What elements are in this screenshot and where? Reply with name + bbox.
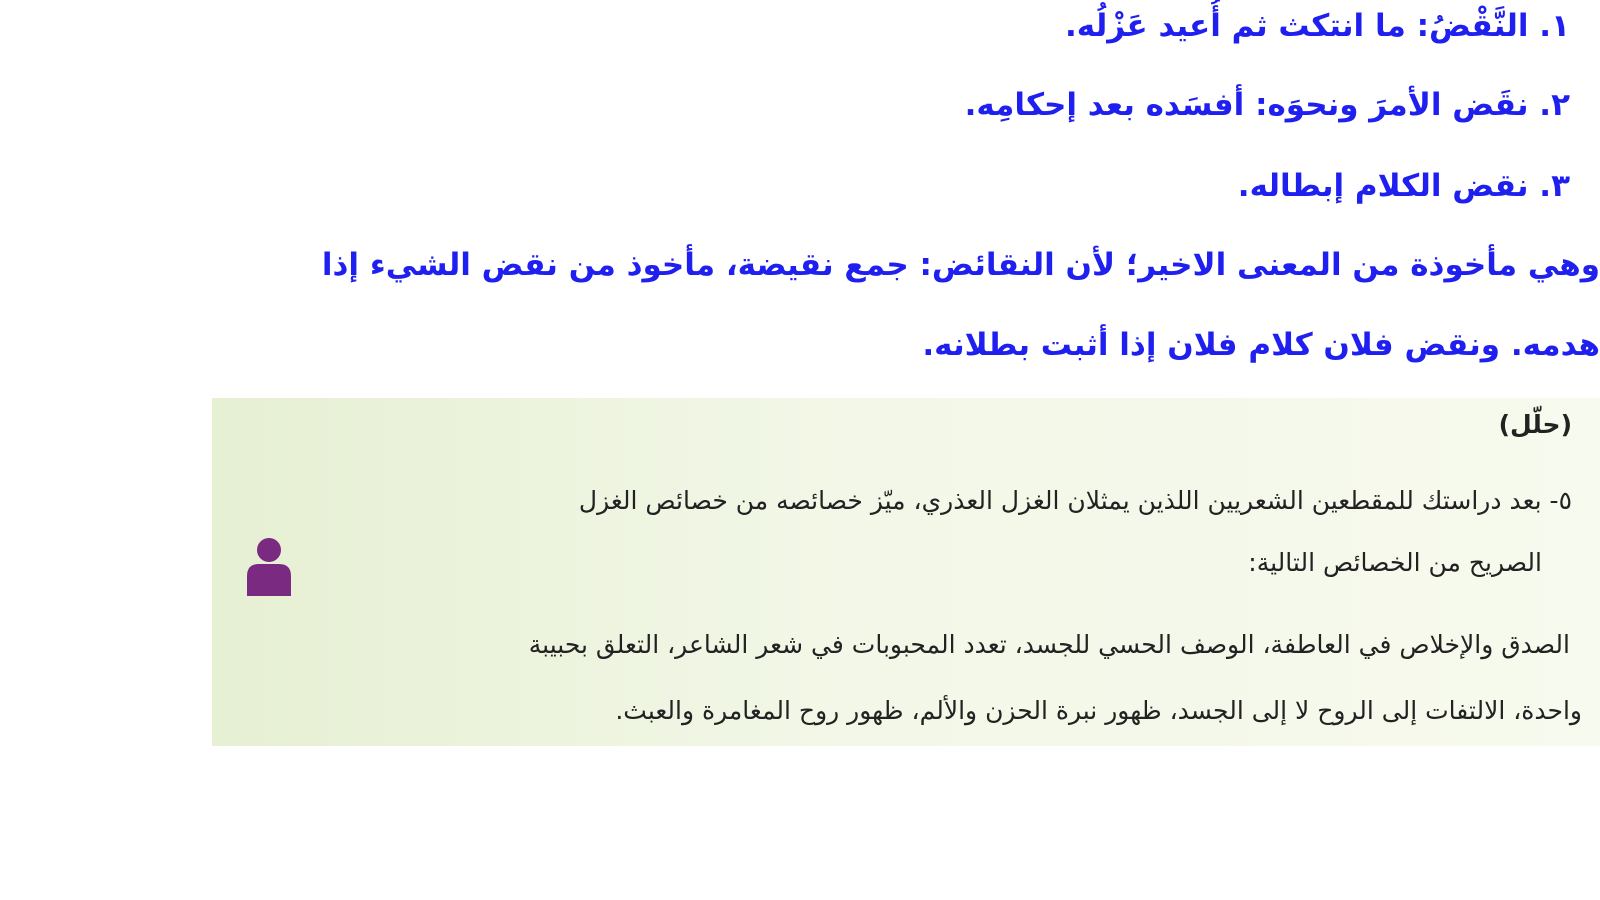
exercise-options-line-2: واحدة، الالتفات إلى الروح لا إلى الجسد، ظهور نبرة الحزن والألم، ظهور روح المغامرة والعبث. xyxy=(615,696,1582,725)
exercise-question-line-2: الصريح من الخصائص التالية: xyxy=(1248,548,1542,577)
exercise-heading: (حلّل) xyxy=(1498,410,1572,439)
person-icon xyxy=(244,536,294,596)
definition-line-2: ٢. نقَض الأمرَ ونحوَه: أفسَده بعد إحكامِه. xyxy=(964,87,1570,123)
definition-line-1: ١. النَّقْضُ: ما انتكث ثم أُعيد عَزْلُه. xyxy=(1065,8,1570,44)
exercise-box xyxy=(212,398,1600,746)
definition-explanation-line-1: وهي مأخوذة من المعنى الاخير؛ لأن النقائض: جمع نقيضة، مأخوذ من نقض الشيء إذا xyxy=(321,247,1600,283)
definition-line-3: ٣. نقض الكلام إبطاله. xyxy=(1237,168,1570,204)
definition-explanation-line-2: هدمه. ونقض فلان كلام فلان إذا أثبت بطلانه. xyxy=(922,327,1600,363)
exercise-options-line-1: الصدق والإخلاص في العاطفة، الوصف الحسي للجسد، تعدد المحبوبات في شعر الشاعر، التعلق بحبيبة xyxy=(528,630,1570,659)
exercise-question-line-1: ٥- بعد دراستك للمقطعين الشعريين اللذين يمثلان الغزل العذري، ميّز خصائصه من خصائص الغزل xyxy=(578,486,1572,515)
